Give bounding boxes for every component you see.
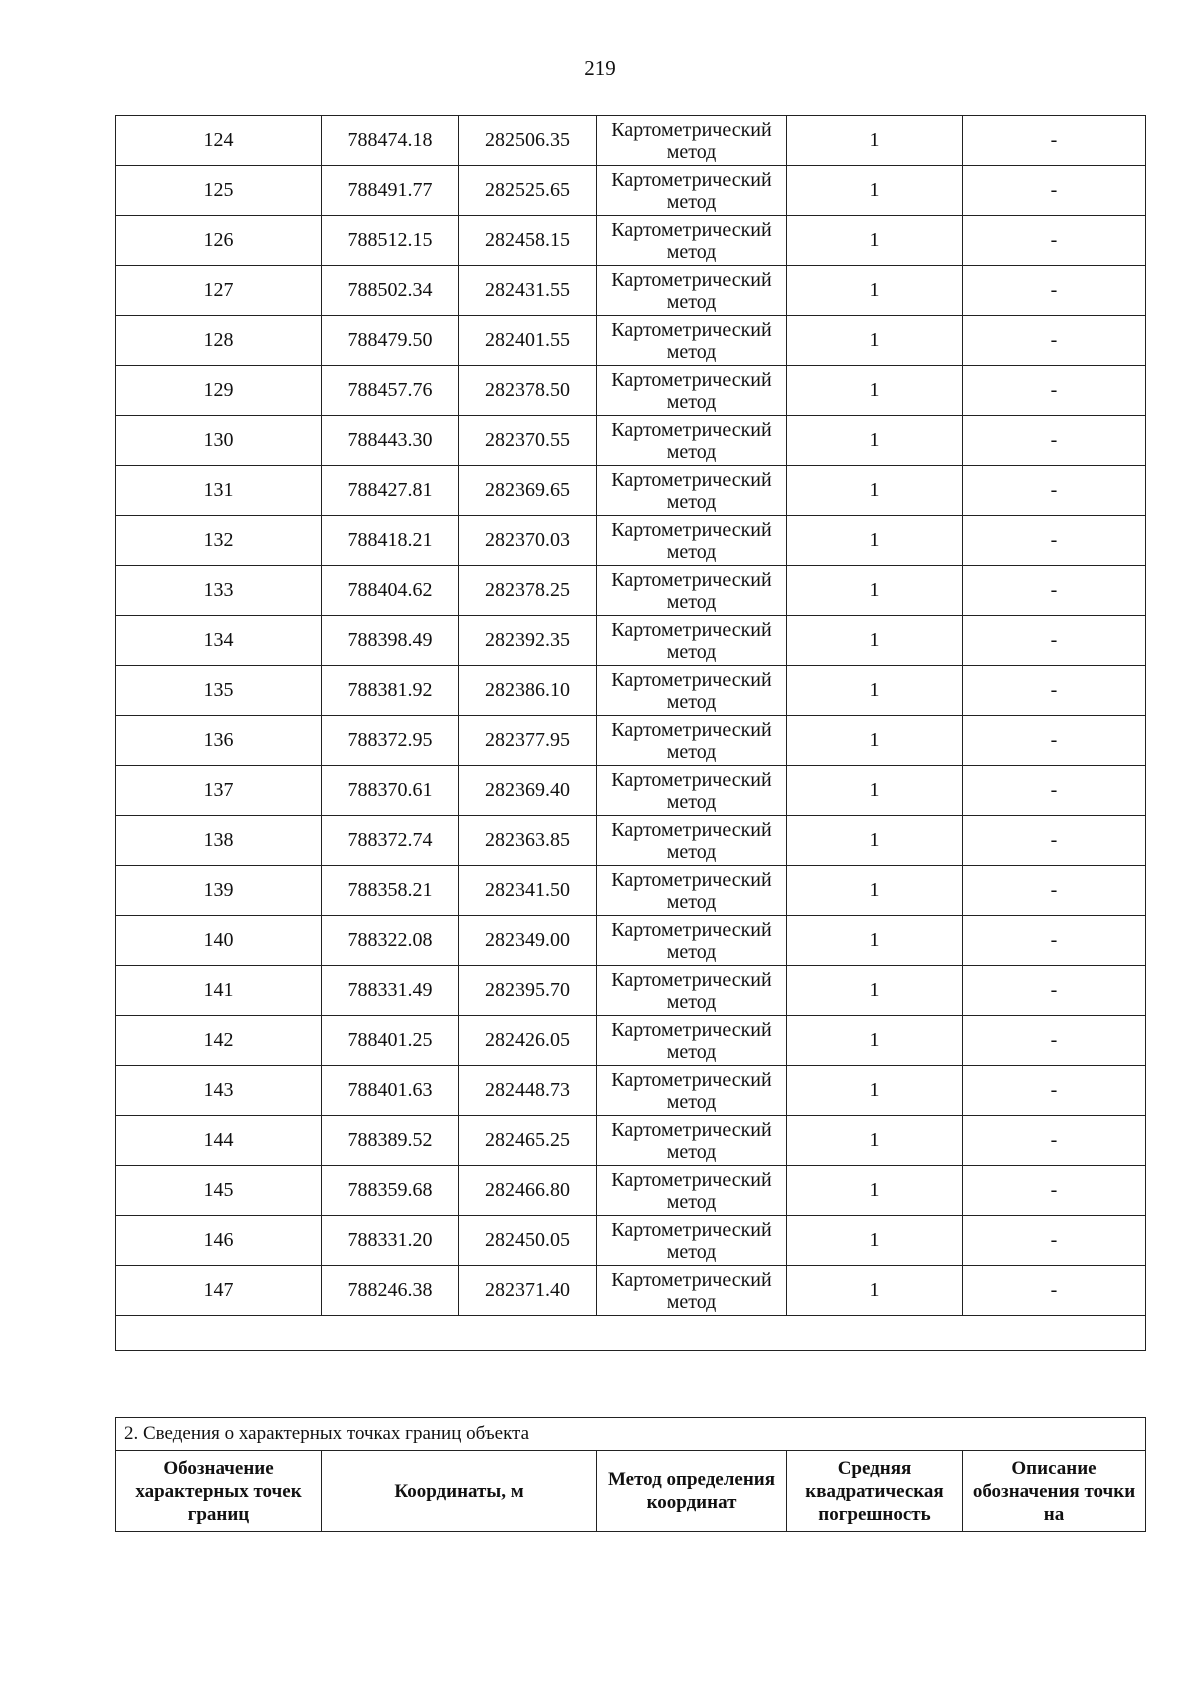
method-cell: Картометрический метод: [597, 466, 787, 516]
table-row: [116, 916, 1146, 966]
method-cell: Картометрический метод: [597, 616, 787, 666]
method-cell: Картометрический метод: [597, 1216, 787, 1266]
error-cell: 1: [787, 1016, 963, 1066]
point-number-cell: 147: [116, 1266, 322, 1316]
coord-y-cell: 282450.05: [459, 1216, 597, 1266]
coord-x-cell: 788479.50: [322, 316, 459, 366]
coord-y-cell: 282370.55: [459, 416, 597, 466]
method-cell: Картометрический метод: [597, 1166, 787, 1216]
error-cell: 1: [787, 866, 963, 916]
header-description: Описание обозначения точки на: [963, 1451, 1146, 1532]
table-row: [116, 1216, 1146, 1266]
method-cell: Картометрический метод: [597, 316, 787, 366]
table-row: [116, 516, 1146, 566]
header-point-designation: Обозначение характерных точек границ: [116, 1451, 322, 1532]
coord-y-cell: 282378.50: [459, 366, 597, 416]
table-row: [116, 1166, 1146, 1216]
table-row: [116, 116, 1146, 166]
method-cell: Картометрический метод: [597, 716, 787, 766]
description-cell: -: [963, 716, 1146, 766]
table-row: [116, 366, 1146, 416]
table-row: [116, 966, 1146, 1016]
coord-y-cell: 282378.25: [459, 566, 597, 616]
method-cell: Картометрический метод: [597, 1016, 787, 1066]
method-cell: Картометрический метод: [597, 866, 787, 916]
header-error: Средняя квадратическая погрешность: [787, 1451, 963, 1532]
description-cell: -: [963, 1166, 1146, 1216]
coord-x-cell: 788512.15: [322, 216, 459, 266]
description-cell: -: [963, 116, 1146, 166]
method-cell: Картометрический метод: [597, 966, 787, 1016]
error-cell: 1: [787, 616, 963, 666]
coord-x-cell: 788491.77: [322, 166, 459, 216]
point-number-cell: 140: [116, 916, 322, 966]
coord-y-cell: 282426.05: [459, 1016, 597, 1066]
table-row: [116, 266, 1146, 316]
coord-x-cell: 788331.49: [322, 966, 459, 1016]
table-row: [116, 566, 1146, 616]
table-row: [116, 766, 1146, 816]
table-row: [116, 1016, 1146, 1066]
error-cell: 1: [787, 1116, 963, 1166]
coord-x-cell: 788443.30: [322, 416, 459, 466]
coord-x-cell: 788389.52: [322, 1116, 459, 1166]
coord-y-cell: 282369.40: [459, 766, 597, 816]
coord-x-cell: 788398.49: [322, 616, 459, 666]
table-row: [116, 616, 1146, 666]
point-number-cell: 143: [116, 1066, 322, 1116]
error-cell: 1: [787, 816, 963, 866]
point-number-cell: 139: [116, 866, 322, 916]
error-cell: 1: [787, 1266, 963, 1316]
point-number-cell: 133: [116, 566, 322, 616]
section2-table: [115, 1417, 1146, 1532]
point-number-cell: 124: [116, 116, 322, 166]
coord-y-cell: 282341.50: [459, 866, 597, 916]
empty-row: [116, 1316, 1146, 1351]
method-cell: Картометрический метод: [597, 216, 787, 266]
coord-x-cell: 788358.21: [322, 866, 459, 916]
method-cell: Картометрический метод: [597, 1066, 787, 1116]
coord-y-cell: 282448.73: [459, 1066, 597, 1116]
point-number-cell: 126: [116, 216, 322, 266]
point-number-cell: 138: [116, 816, 322, 866]
coord-y-cell: 282466.80: [459, 1166, 597, 1216]
table-row: [116, 866, 1146, 916]
point-number-cell: 137: [116, 766, 322, 816]
coord-x-cell: 788502.34: [322, 266, 459, 316]
coord-x-cell: 788427.81: [322, 466, 459, 516]
error-cell: 1: [787, 766, 963, 816]
header-coordinates: Координаты, м: [322, 1451, 597, 1532]
error-cell: 1: [787, 1066, 963, 1116]
coord-y-cell: 282377.95: [459, 716, 597, 766]
error-cell: 1: [787, 316, 963, 366]
table-row: [116, 166, 1146, 216]
table-row: [116, 1066, 1146, 1116]
description-cell: -: [963, 866, 1146, 916]
method-cell: Картометрический метод: [597, 816, 787, 866]
point-number-cell: 131: [116, 466, 322, 516]
method-cell: Картометрический метод: [597, 116, 787, 166]
coord-y-cell: 282465.25: [459, 1116, 597, 1166]
method-cell: Картометрический метод: [597, 666, 787, 716]
point-number-cell: 144: [116, 1116, 322, 1166]
error-cell: 1: [787, 566, 963, 616]
table-row: [116, 816, 1146, 866]
description-cell: -: [963, 1116, 1146, 1166]
point-number-cell: 128: [116, 316, 322, 366]
coord-x-cell: 788457.76: [322, 366, 459, 416]
coord-x-cell: 788372.74: [322, 816, 459, 866]
description-cell: -: [963, 616, 1146, 666]
error-cell: 1: [787, 416, 963, 466]
description-cell: -: [963, 516, 1146, 566]
point-number-cell: 129: [116, 366, 322, 416]
error-cell: 1: [787, 916, 963, 966]
coord-x-cell: 788372.95: [322, 716, 459, 766]
coord-x-cell: 788246.38: [322, 1266, 459, 1316]
method-cell: Картометрический метод: [597, 366, 787, 416]
coord-y-cell: 282506.35: [459, 116, 597, 166]
coord-y-cell: 282370.03: [459, 516, 597, 566]
error-cell: 1: [787, 366, 963, 416]
table-row: [116, 716, 1146, 766]
table-row: [116, 316, 1146, 366]
error-cell: 1: [787, 666, 963, 716]
coord-x-cell: 788474.18: [322, 116, 459, 166]
error-cell: 1: [787, 216, 963, 266]
description-cell: -: [963, 1066, 1146, 1116]
description-cell: -: [963, 466, 1146, 516]
section2-header-row: [116, 1451, 1146, 1532]
description-cell: -: [963, 766, 1146, 816]
description-cell: -: [963, 666, 1146, 716]
coord-y-cell: 282363.85: [459, 816, 597, 866]
table-row: [116, 416, 1146, 466]
point-number-cell: 146: [116, 1216, 322, 1266]
description-cell: -: [963, 1266, 1146, 1316]
description-cell: -: [963, 366, 1146, 416]
coordinates-table: [115, 115, 1146, 1351]
description-cell: -: [963, 166, 1146, 216]
description-cell: -: [963, 966, 1146, 1016]
table-row: [116, 1116, 1146, 1166]
point-number-cell: 142: [116, 1016, 322, 1066]
coord-x-cell: 788381.92: [322, 666, 459, 716]
section2-title: 2. Сведения о характерных точках границ объекта: [116, 1418, 1146, 1451]
empty-cell: [116, 1316, 1146, 1351]
error-cell: 1: [787, 466, 963, 516]
coord-x-cell: 788370.61: [322, 766, 459, 816]
description-cell: -: [963, 1016, 1146, 1066]
description-cell: -: [963, 266, 1146, 316]
section2-title-row: [116, 1418, 1146, 1451]
description-cell: -: [963, 916, 1146, 966]
error-cell: 1: [787, 1216, 963, 1266]
error-cell: 1: [787, 116, 963, 166]
method-cell: Картометрический метод: [597, 916, 787, 966]
error-cell: 1: [787, 266, 963, 316]
method-cell: Картометрический метод: [597, 566, 787, 616]
table-row: [116, 216, 1146, 266]
point-number-cell: 130: [116, 416, 322, 466]
point-number-cell: 141: [116, 966, 322, 1016]
coord-x-cell: 788322.08: [322, 916, 459, 966]
coord-y-cell: 282369.65: [459, 466, 597, 516]
description-cell: -: [963, 1216, 1146, 1266]
point-number-cell: 134: [116, 616, 322, 666]
error-cell: 1: [787, 1166, 963, 1216]
coord-x-cell: 788401.63: [322, 1066, 459, 1116]
point-number-cell: 136: [116, 716, 322, 766]
error-cell: 1: [787, 966, 963, 1016]
coord-x-cell: 788404.62: [322, 566, 459, 616]
point-number-cell: 135: [116, 666, 322, 716]
error-cell: 1: [787, 166, 963, 216]
error-cell: 1: [787, 516, 963, 566]
coord-y-cell: 282371.40: [459, 1266, 597, 1316]
coordinates-table-body: [116, 116, 1146, 1351]
description-cell: -: [963, 566, 1146, 616]
coord-y-cell: 282392.35: [459, 616, 597, 666]
description-cell: -: [963, 216, 1146, 266]
coord-y-cell: 282386.10: [459, 666, 597, 716]
point-number-cell: 125: [116, 166, 322, 216]
method-cell: Картометрический метод: [597, 416, 787, 466]
page-number: 219: [584, 56, 616, 80]
point-number-cell: 127: [116, 266, 322, 316]
table-row: [116, 1266, 1146, 1316]
coord-y-cell: 282431.55: [459, 266, 597, 316]
coord-y-cell: 282401.55: [459, 316, 597, 366]
coord-x-cell: 788331.20: [322, 1216, 459, 1266]
coord-x-cell: 788359.68: [322, 1166, 459, 1216]
method-cell: Картометрический метод: [597, 166, 787, 216]
table-row: [116, 466, 1146, 516]
method-cell: Картометрический метод: [597, 1266, 787, 1316]
method-cell: Картометрический метод: [597, 1116, 787, 1166]
coord-y-cell: 282395.70: [459, 966, 597, 1016]
error-cell: 1: [787, 716, 963, 766]
method-cell: Картометрический метод: [597, 766, 787, 816]
table-row: [116, 666, 1146, 716]
header-method: Метод определения координат: [597, 1451, 787, 1532]
coord-y-cell: 282349.00: [459, 916, 597, 966]
description-cell: -: [963, 416, 1146, 466]
coord-x-cell: 788418.21: [322, 516, 459, 566]
coord-y-cell: 282525.65: [459, 166, 597, 216]
method-cell: Картометрический метод: [597, 266, 787, 316]
point-number-cell: 132: [116, 516, 322, 566]
coord-y-cell: 282458.15: [459, 216, 597, 266]
point-number-cell: 145: [116, 1166, 322, 1216]
description-cell: -: [963, 316, 1146, 366]
coord-x-cell: 788401.25: [322, 1016, 459, 1066]
description-cell: -: [963, 816, 1146, 866]
method-cell: Картометрический метод: [597, 516, 787, 566]
